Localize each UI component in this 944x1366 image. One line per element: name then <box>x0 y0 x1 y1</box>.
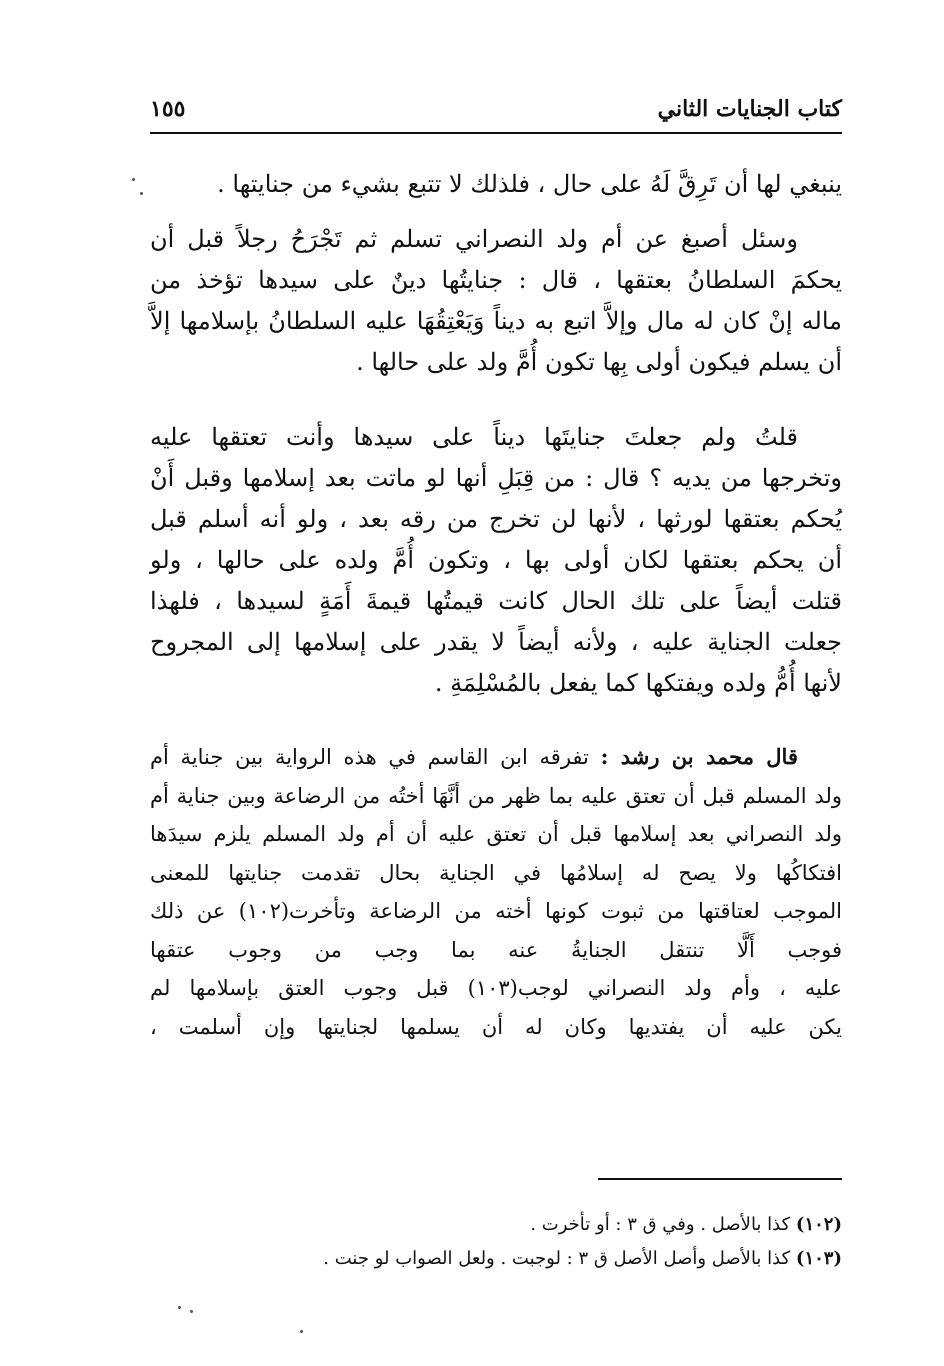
footnote-text: كذا بالأصل وأصل الأصل ق ٣ : لوجبت . ولعل الصواب لو جنت . <box>323 1248 791 1269</box>
scan-speck <box>132 178 135 181</box>
footnote-divider <box>598 1178 842 1180</box>
text-line: ينبغي لها أن تَرِقَّ لَهُ على حال ، فلذلك لا تتبع بشيء من جنايتها . <box>217 170 842 198</box>
paragraph <box>150 219 842 383</box>
page-number: ١٥٥ <box>150 96 186 122</box>
footnote-marker: (١٠٣) <box>795 1248 842 1269</box>
scan-speck <box>178 1306 181 1309</box>
header-divider <box>150 132 842 134</box>
text-line: افتكاكُها ولا يصح له إسلامُها في الجناية بحال تقدمت جنايتها للمعنى <box>150 860 842 885</box>
scan-speck <box>300 1330 303 1333</box>
paragraph <box>150 417 842 704</box>
running-title: كتاب الجنايات الثاني <box>657 96 842 122</box>
text-line: وسئل أصبغ عن أم ولد النصراني تسلم ثم تَجْرَحُ رجلاً قبل أن <box>150 225 798 253</box>
text-line: يحكمَ السلطانُ بعتقها ، قال : جنايتُها دينٌ على سيدها تؤخذ من <box>150 266 842 294</box>
footnote-text: كذا بالأصل . وفي ق ٣ : أو تأخرت . <box>530 1214 791 1235</box>
text-line: أن يحكم بعتقها لكان أولى بها ، وتكون أُمَّ ولده على حالها ، ولو <box>150 546 842 574</box>
footnote <box>150 1242 842 1276</box>
text-line: ماله إنْ كان له مال وإلاَّ اتبع به ديناً وَيَعْتِقُهَا عليه السلطانُ بإسلامها إلاَّ <box>150 307 842 335</box>
text-line: فوجب أَلَّا تنتقل الجنايةُ عنه بما وجب من وجوب عتقها <box>150 937 842 962</box>
text-line <box>150 738 842 777</box>
text-line: الموجب لعتاقتها من ثبوت كونها أخته من الرضاعة وتأخرت(١٠٢) عن ذلك <box>150 899 842 923</box>
text-line: يُحكم بعتقها لورثها ، لأنها لن تخرج من رقه بعد ، ولو أنه أسلم قبل <box>150 505 842 533</box>
text-line: وتخرجها من يديه ؟ قال : من قِبَلِ أنها لو ماتت بعد إسلامها وقبل أَنْ <box>150 464 842 492</box>
text-line: قتلت أيضاً على تلك الحال كانت قيمتُها قيمةَ أَمَةٍ لسيدها ، فلهذا <box>150 587 842 615</box>
text-line: عليه ، وأم ولد النصراني لوجب(١٠٣) قبل وجوب العتق بإسلامها لم <box>150 976 842 1000</box>
scan-speck <box>140 192 143 195</box>
scan-speck <box>190 1310 193 1313</box>
paragraph <box>150 738 842 1046</box>
text-line: جعلت الجناية عليه ، ولأنه أيضاً لا يقدر على إسلامها إلى المجروح <box>150 628 842 656</box>
page-header <box>150 96 842 130</box>
author-attribution: قال محمد بن رشد : <box>600 744 798 769</box>
footnotes <box>150 1208 842 1276</box>
text-line: قلتُ ولم جعلتَ جنايتَها ديناً على سيدها وأنت تعتقها عليه <box>150 423 798 451</box>
main-text <box>150 160 842 1046</box>
text-line: ولد النصراني بعد إسلامها قبل أن تعتق عليه أن أم ولد المسلم يلزم سيدَها <box>150 822 842 846</box>
paragraph <box>150 164 842 205</box>
text-line: يكن عليه أن يفتديها وكان له أن يسلمها لجنايتها وإن أسلمت ، <box>150 1014 842 1039</box>
footnote <box>150 1208 842 1242</box>
text-line: أن يسلم فيكون أولى بِها تكون أُمَّ ولد على حالها . <box>356 348 842 376</box>
footnote-marker: (١٠٢) <box>795 1214 842 1235</box>
text-line: لأنها أُمُّ ولده ويفتكها كما يفعل بالمُسْلِمَةِ . <box>434 669 842 697</box>
text-fragment: تفرقه ابن القاسم في هذه الرواية بين جناية أم <box>150 745 589 769</box>
text-line: ولد المسلم قبل أن تعتق عليه بما ظهر من أنَّهَا أختُه من الرضاعة وبين جناية أم <box>150 783 842 808</box>
